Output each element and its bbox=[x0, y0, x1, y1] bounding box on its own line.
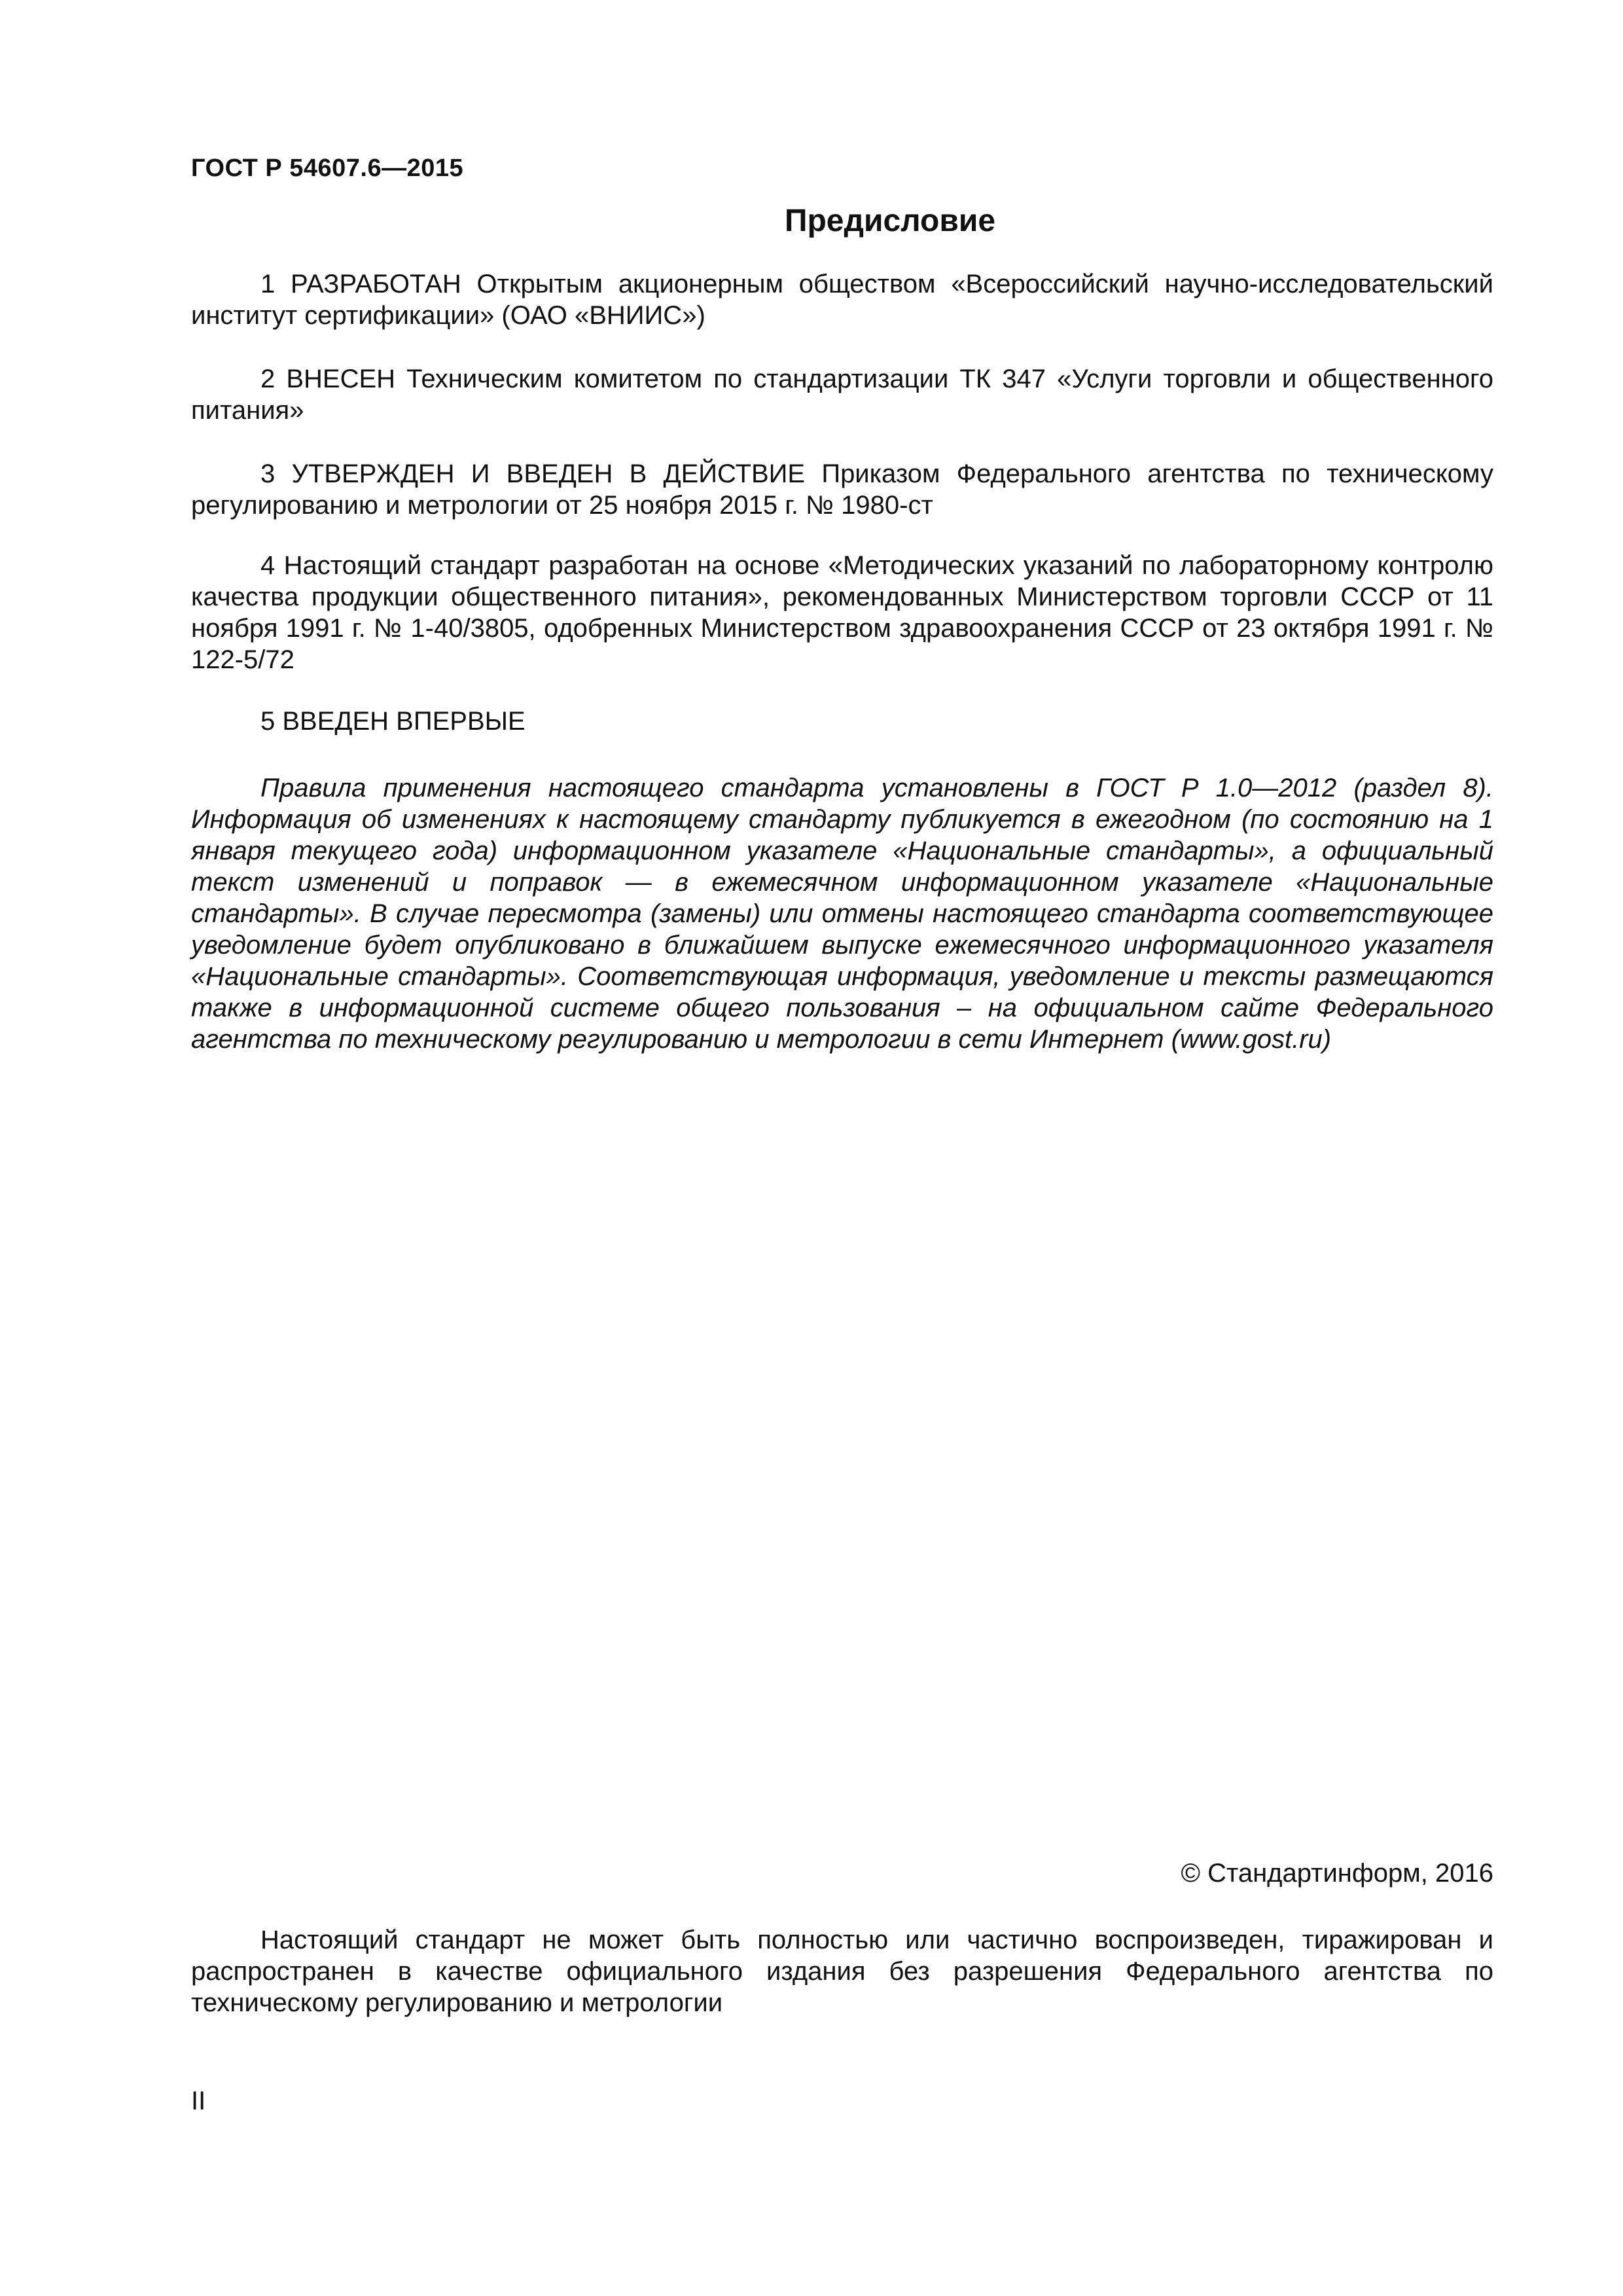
standard-code: ГОСТ Р 54607.6—2015 bbox=[191, 154, 464, 182]
item-1 bbox=[191, 268, 1493, 331]
reproduction-notice-text: Настоящий стандарт не может быть полностью или частично воспроизведен, тиражирован и распространен в качестве официального издания без разрешения Федерального агентства по техническому регулированию и метрологии bbox=[191, 1926, 1493, 2017]
item-5-text: 5 ВВЕДЕН ВПЕРВЫЕ bbox=[260, 707, 526, 736]
item-2 bbox=[191, 363, 1493, 426]
page-title bbox=[0, 203, 1623, 239]
rules-note-text: Правила применения настоящего стандарта установлены в ГОСТ Р 1.0—2012 (раздел 8). Информация об изменениях к настоящему стандарту публикуется в ежегодном (по состоянию на 1 января текущего года) информационном указателе «Национальные стандарты», а официальный текст изменений и поправок — в ежемесячном информационном указателе «Национальные стандарты». В случае пересмотра (замены) или отмены настоящего стандарта соответствующее уведомление будет опубликовано в ближайшем выпуске ежемесячного информационного указателя «Национальные стандарты». Соответствующая информация, уведомление и тексты размещаются также в информационной системе общего пользования – на официальном сайте Федерального агентства по техническому регулированию и метрологии в сети Интернет (www.gost.ru) bbox=[191, 774, 1493, 1054]
item-3-text: 3 УТВЕРЖДЕН И ВВЕДЕН В ДЕЙСТВИЕ Приказом Федерального агентства по техническому регулированию и метрологии от 25 ноября 2015 г. № 1980-ст bbox=[191, 459, 1493, 520]
reproduction-notice bbox=[191, 1924, 1493, 2018]
item-2-text: 2 ВНЕСЕН Техническим комитетом по стандартизации ТК 347 «Услуги торговли и общественного питания» bbox=[191, 365, 1493, 425]
page-number: II bbox=[191, 2087, 206, 2115]
copyright: © Стандартинформ, 2016 bbox=[1181, 1859, 1493, 1888]
item-4 bbox=[191, 550, 1493, 675]
item-5 bbox=[191, 706, 1493, 737]
item-4-text: 4 Настоящий стандарт разработан на основе «Методических указаний по лабораторному контролю качества продукции общественного питания», рекомендованных Министерством торговли СССР от 11 ноября 1991 г. № 1-40/3805, одобренных Министерством здравоохранения СССР от 23 октября 1991 г. № 122-5/72 bbox=[191, 551, 1493, 674]
title-text: Предисловие bbox=[784, 204, 996, 238]
item-1-text: 1 РАЗРАБОТАН Открытым акционерным обществом «Всероссийский научно-исследовательский институт сертификации» (ОАО «ВНИИС») bbox=[191, 270, 1493, 330]
item-3 bbox=[191, 458, 1493, 521]
rules-note bbox=[191, 772, 1493, 1055]
